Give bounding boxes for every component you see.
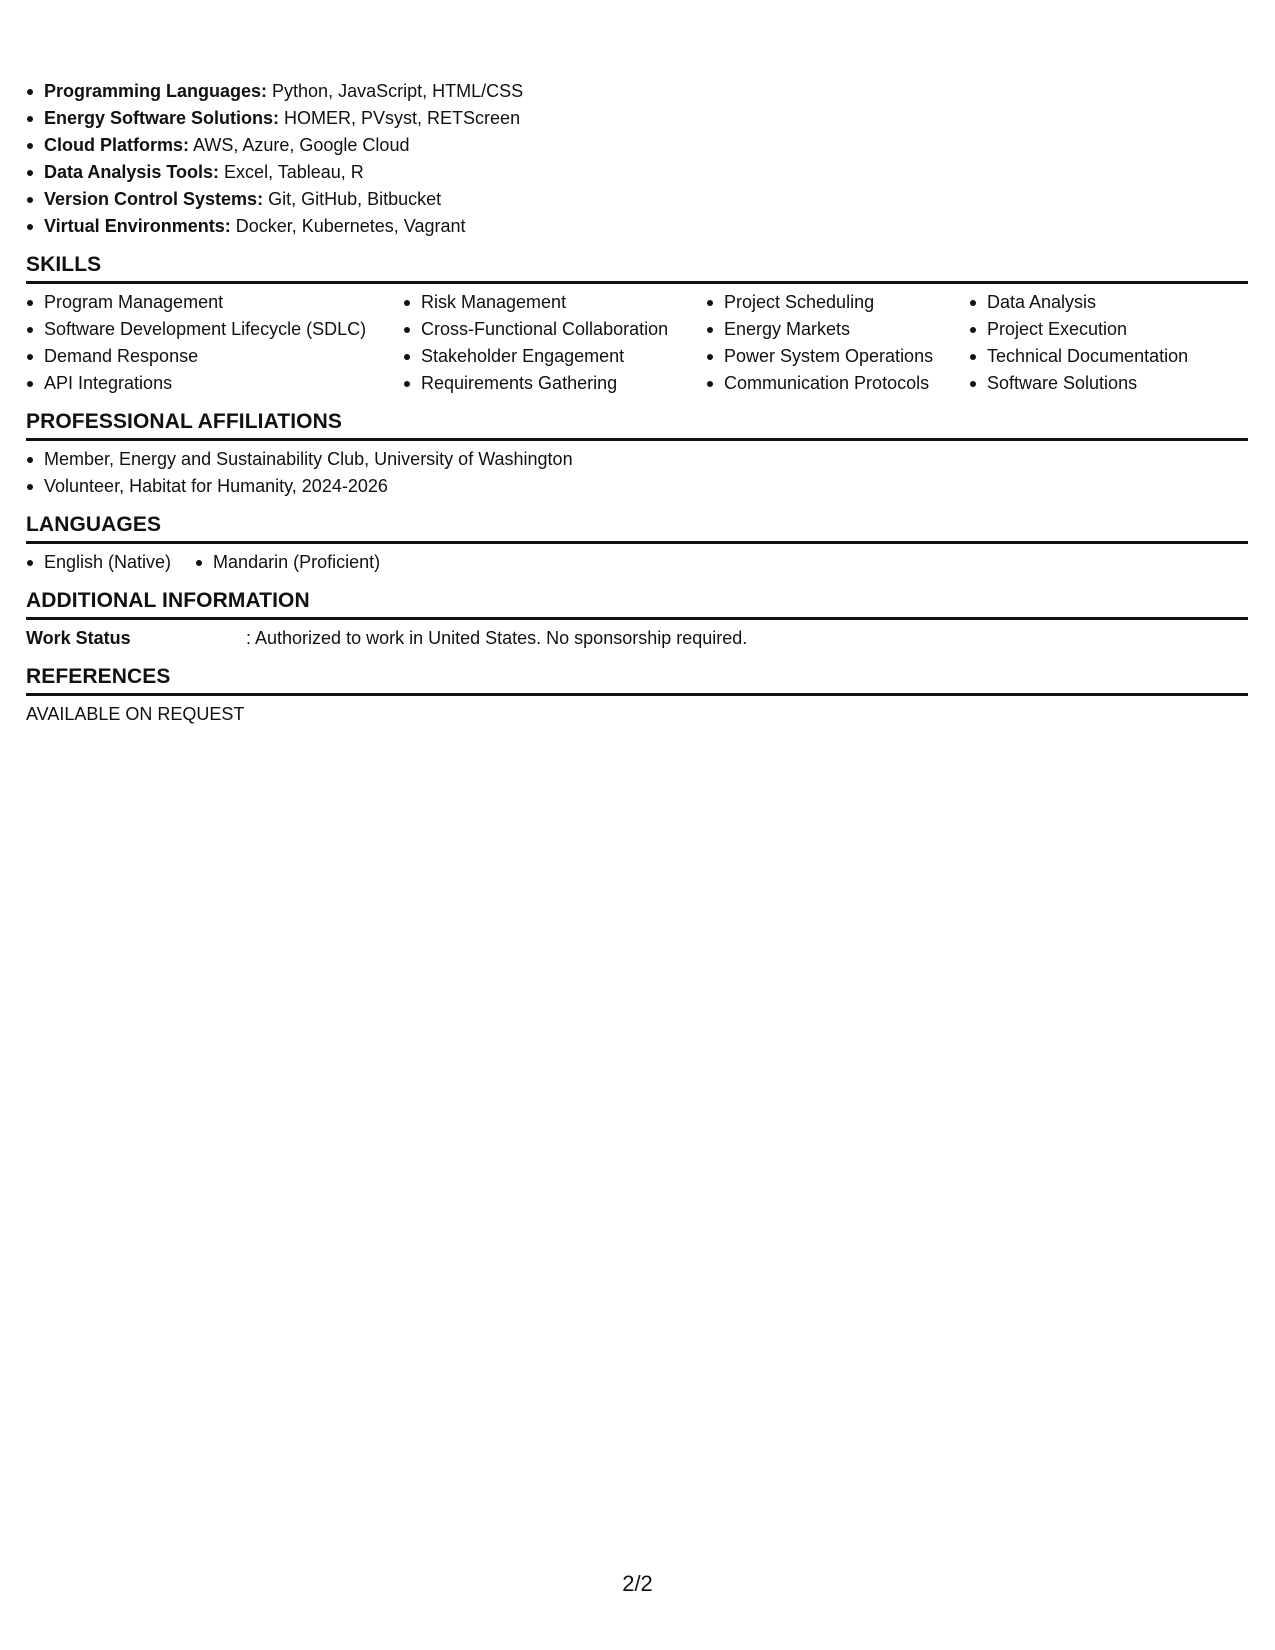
section-divider bbox=[26, 281, 1248, 284]
list-item: English (Native) bbox=[26, 549, 171, 576]
section-title: LANGUAGES bbox=[26, 513, 162, 536]
technical-skills-list bbox=[26, 78, 1248, 240]
list-item: Energy Markets bbox=[706, 316, 969, 343]
skills-grid bbox=[26, 289, 1248, 397]
languages-section bbox=[26, 512, 1248, 576]
section-divider bbox=[26, 693, 1248, 696]
list-item: Software Development Lifecycle (SDLC) bbox=[26, 316, 403, 343]
skills-column bbox=[969, 289, 1229, 397]
tech-label: Programming Languages: bbox=[44, 81, 268, 101]
affiliations-list bbox=[26, 446, 1248, 500]
list-item: Technical Documentation bbox=[969, 343, 1229, 370]
tech-value: Docker, Kubernetes, Vagrant bbox=[230, 216, 466, 236]
list-item: Stakeholder Engagement bbox=[403, 343, 706, 370]
tech-value: Python, JavaScript, HTML/CSS bbox=[267, 81, 524, 101]
list-item: Volunteer, Habitat for Humanity, 2024-2026 bbox=[26, 473, 1248, 500]
tech-value: HOMER, PVsyst, RETScreen bbox=[279, 108, 521, 128]
skills-column bbox=[403, 289, 706, 397]
list-item: Demand Response bbox=[26, 343, 403, 370]
work-status-row bbox=[26, 625, 1248, 652]
languages-list bbox=[26, 549, 1248, 576]
tech-value: Excel, Tableau, R bbox=[219, 162, 364, 182]
skills-column bbox=[706, 289, 969, 397]
list-item bbox=[26, 159, 1248, 186]
list-item: Program Management bbox=[26, 289, 403, 316]
skills-section bbox=[26, 252, 1248, 397]
work-status-label: Work Status bbox=[26, 628, 131, 648]
section-title: PROFESSIONAL AFFILIATIONS bbox=[26, 410, 342, 433]
list-item: Project Execution bbox=[969, 316, 1229, 343]
additional-info-section bbox=[26, 588, 1248, 652]
section-title: REFERENCES bbox=[26, 665, 171, 688]
tech-label: Energy Software Solutions: bbox=[44, 108, 280, 128]
list-item: Risk Management bbox=[403, 289, 706, 316]
list-item bbox=[26, 213, 1248, 240]
tech-label: Cloud Platforms: bbox=[44, 135, 190, 155]
list-item: Power System Operations bbox=[706, 343, 969, 370]
section-title: ADDITIONAL INFORMATION bbox=[26, 589, 310, 612]
list-item: Software Solutions bbox=[969, 370, 1229, 397]
resume-page bbox=[26, 78, 1248, 728]
list-item bbox=[26, 105, 1248, 132]
tech-label: Version Control Systems: bbox=[44, 189, 264, 209]
list-item: Project Scheduling bbox=[706, 289, 969, 316]
section-title: SKILLS bbox=[26, 253, 102, 276]
affiliations-section bbox=[26, 409, 1248, 500]
tech-value: Git, GitHub, Bitbucket bbox=[263, 189, 442, 209]
section-divider bbox=[26, 617, 1248, 620]
list-item bbox=[26, 132, 1248, 159]
references-section bbox=[26, 664, 1248, 728]
list-item: Member, Energy and Sustainability Club, University of Washington bbox=[26, 446, 1248, 473]
tech-label: Data Analysis Tools: bbox=[44, 162, 220, 182]
references-text: AVAILABLE ON REQUEST bbox=[26, 704, 245, 724]
list-item: Mandarin (Proficient) bbox=[195, 549, 380, 576]
skills-column bbox=[26, 289, 403, 397]
tech-value: AWS, Azure, Google Cloud bbox=[189, 135, 410, 155]
list-item bbox=[26, 186, 1248, 213]
work-status-value: : Authorized to work in United States. No sponsorship required. bbox=[246, 628, 748, 648]
list-item: Data Analysis bbox=[969, 289, 1229, 316]
list-item: API Integrations bbox=[26, 370, 403, 397]
section-divider bbox=[26, 438, 1248, 441]
list-item: Requirements Gathering bbox=[403, 370, 706, 397]
list-item: Communication Protocols bbox=[706, 370, 969, 397]
list-item bbox=[26, 78, 1248, 105]
page-number: 2/2 bbox=[622, 1571, 653, 1596]
list-item: Cross-Functional Collaboration bbox=[403, 316, 706, 343]
tech-label: Virtual Environments: bbox=[44, 216, 231, 236]
section-divider bbox=[26, 541, 1248, 544]
